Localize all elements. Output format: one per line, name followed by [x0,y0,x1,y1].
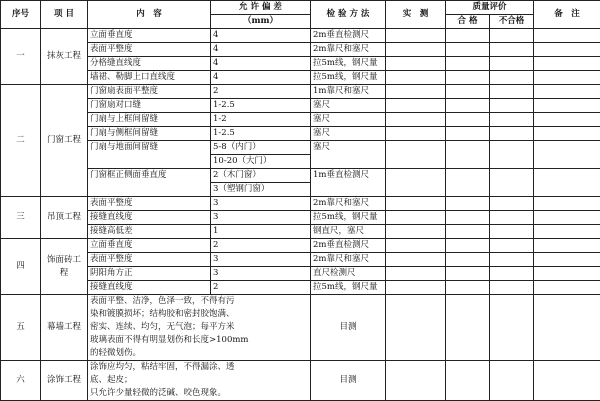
content-cell: 表面平整度 [88,253,211,267]
content-cell: 门窗扇表面平整度 [88,85,211,99]
remarks-cell [534,253,600,267]
fail-cell [490,127,534,141]
header-item: 项 目 [41,1,88,29]
method-cell: 直尺检测尺 [311,267,386,281]
table-row [1,29,600,43]
content-cell: 接缝直线度 [88,211,211,225]
fail-cell [490,141,534,169]
tolerance-cell: 4 [211,71,311,85]
tolerance-cell: 3 [211,211,311,225]
content-line: 只允许少量轻微的泛碱、咬色现象。 [88,387,311,401]
table-row [1,85,600,99]
method-cell: 塞尺 [311,113,386,127]
header-content: 内 容 [88,1,211,29]
table-row [1,361,600,375]
group-item: 涂饰工程 [41,361,88,401]
tolerance-cell: 5-8（内门） [211,141,311,155]
table-row [1,113,600,127]
content-cell: 接缝直线度 [88,281,211,295]
content-cell: 接缝高低差 [88,225,211,239]
remarks-cell [534,71,600,85]
measured-cell [386,281,446,295]
method-cell: 2m垂直检测尺 [311,239,386,253]
content-cell: 墙裙、勒脚上口直线度 [88,71,211,85]
content-cell: 门扇与上框间留缝 [88,113,211,127]
content-line: 底、起皮； [88,374,311,387]
table-row [1,253,600,267]
fail-cell [490,29,534,43]
fail-cell [490,197,534,211]
pass-cell [446,211,490,225]
pass-cell [446,43,490,57]
table-row [1,127,600,141]
header-pass: 合 格 [446,15,490,29]
remarks-cell [534,169,600,197]
remarks-cell [534,99,600,113]
group-seq: 四 [1,239,41,295]
table-row [1,99,600,113]
tolerance-cell: 3（塑钢门窗） [211,183,311,197]
fail-cell [490,57,534,71]
remarks-cell [534,127,600,141]
fail-cell [490,113,534,127]
fail-cell [490,295,534,361]
measured-cell [386,225,446,239]
remarks-cell [534,141,600,169]
header-remarks: 备 注 [534,1,600,29]
content-cell: 门窗扇对口缝 [88,99,211,113]
measured-cell [386,57,446,71]
table-row [1,197,600,211]
remarks-cell [534,211,600,225]
method-cell: 钢直尺，塞尺 [311,225,386,239]
pass-cell [446,141,490,169]
pass-cell [446,113,490,127]
fail-cell [490,225,534,239]
header-tolerance: 允 许 偏 差 [211,1,311,15]
header-fail: 不合格 [490,15,534,29]
group-seq: 三 [1,197,41,239]
tolerance-cell: 2 [211,281,311,295]
group-seq: 二 [1,85,41,197]
group-item: 门窗工程 [41,85,88,197]
remarks-cell [534,267,600,281]
measured-cell [386,29,446,43]
table-row [1,281,600,295]
content-line: 的轻微划伤。 [88,347,311,361]
tolerance-cell: 1 [211,225,311,239]
content-line: 玻璃表面不得有明显划伤和长度>100mm [88,334,311,347]
fail-cell [490,267,534,281]
content-cell: 立面垂直度 [88,239,211,253]
tolerance-cell: 2（木门窗） [211,169,311,183]
content-cell: 分格缝直线度 [88,57,211,71]
pass-cell [446,99,490,113]
remarks-cell [534,225,600,239]
pass-cell [446,253,490,267]
content-cell: 表面平整度 [88,197,211,211]
table-row [1,295,600,309]
table-row [1,43,600,57]
remarks-cell [534,57,600,71]
tolerance-cell: 2 [211,239,311,253]
tolerance-cell: 1-2 [211,113,311,127]
fail-cell [490,211,534,225]
table-row [1,239,600,253]
group-seq: 六 [1,361,41,401]
measured-cell [386,113,446,127]
measured-cell [386,361,446,401]
table-row [1,267,600,281]
measured-cell [386,169,446,197]
content-cell: 立面垂直度 [88,29,211,43]
content-cell: 表面平整度 [88,43,211,57]
fail-cell [490,169,534,197]
content-cell: 门扇与地面间留缝 [88,141,211,169]
measured-cell [386,295,446,361]
pass-cell [446,29,490,43]
pass-cell [446,267,490,281]
method-cell: 1m靠尺和塞尺 [311,85,386,99]
content-line: 涂饰应均匀，粘结牢固，不得漏涂、透 [88,361,311,375]
table-row [1,57,600,71]
tolerance-cell: 4 [211,43,311,57]
remarks-cell [534,113,600,127]
fail-cell [490,85,534,99]
pass-cell [446,295,490,361]
table-row [1,71,600,85]
header-method: 检 验 方 法 [311,1,386,29]
group-seq: 一 [1,29,41,85]
fail-cell [490,281,534,295]
pass-cell [446,281,490,295]
method-cell: 拉5m线，钢尺量 [311,281,386,295]
method-cell: 目测 [311,361,386,401]
remarks-cell [534,361,600,401]
tolerance-cell: 2 [211,85,311,99]
method-cell: 拉5m线，钢尺量 [311,57,386,71]
method-cell: 拉5m线，钢尺量 [311,211,386,225]
content-line: 密实、连续、均匀，无气泡；每平方米 [88,321,311,334]
tolerance-cell: 10-20（大门） [211,155,311,169]
remarks-cell [534,281,600,295]
header-measured: 实 测 [386,1,446,29]
fail-cell [490,253,534,267]
measured-cell [386,71,446,85]
tolerance-cell: 4 [211,57,311,71]
pass-cell [446,71,490,85]
content-line: 表面平整、洁净，色泽一致，不得有污 [88,295,311,309]
measured-cell [386,211,446,225]
tolerance-cell: 4 [211,29,311,43]
table-row [1,169,600,183]
group-item: 吊顶工程 [41,197,88,239]
tolerance-cell: 1-2.5 [211,99,311,113]
method-cell: 塞尺 [311,99,386,113]
pass-cell [446,361,490,401]
table-row [1,141,600,155]
pass-cell [446,239,490,253]
method-cell: 塞尺 [311,127,386,141]
method-cell: 拉5m线，钢尺量 [311,71,386,85]
group-seq: 五 [1,295,41,361]
measured-cell [386,127,446,141]
header-seq: 序号 [1,1,41,29]
fail-cell [490,99,534,113]
group-item: 饰面砖工程 [41,239,88,295]
measured-cell [386,253,446,267]
method-cell: 2m靠尺和塞尺 [311,197,386,211]
pass-cell [446,85,490,99]
remarks-cell [534,29,600,43]
measured-cell [386,267,446,281]
table-row [1,211,600,225]
remarks-cell [534,197,600,211]
pass-cell [446,127,490,141]
header-tolerance-unit: （mm） [211,15,311,29]
content-line: 染和镀膜损坏；结构胶和密封胶饱满、 [88,308,311,321]
fail-cell [490,71,534,85]
remarks-cell [534,43,600,57]
fail-cell [490,361,534,401]
header-quality: 质量评价 [446,1,534,15]
measured-cell [386,239,446,253]
pass-cell [446,169,490,197]
remarks-cell [534,295,600,361]
content-cell: 门扇与侧框间留缝 [88,127,211,141]
method-cell: 1m垂直检测尺 [311,169,386,197]
pass-cell [446,57,490,71]
content-cell: 阴阳角方正 [88,267,211,281]
fail-cell [490,43,534,57]
group-item: 幕墙工程 [41,295,88,361]
measured-cell [386,99,446,113]
content-cell: 门窗框正侧面垂直度 [88,169,211,197]
measured-cell [386,197,446,211]
measured-cell [386,43,446,57]
tolerance-cell: 3 [211,197,311,211]
table-row [1,225,600,239]
method-cell: 目测 [311,295,386,361]
group-item: 抹灰工程 [41,29,88,85]
measured-cell [386,85,446,99]
method-cell: 塞尺 [311,141,386,169]
tolerance-cell: 3 [211,253,311,267]
method-cell: 2m靠尺和塞尺 [311,253,386,267]
tolerance-cell: 1-2.5 [211,127,311,141]
method-cell: 2m靠尺和塞尺 [311,43,386,57]
fail-cell [490,239,534,253]
pass-cell [446,197,490,211]
remarks-cell [534,239,600,253]
method-cell: 2m垂直检测尺 [311,29,386,43]
remarks-cell [534,85,600,99]
tolerance-cell: 3 [211,267,311,281]
pass-cell [446,225,490,239]
measured-cell [386,141,446,169]
